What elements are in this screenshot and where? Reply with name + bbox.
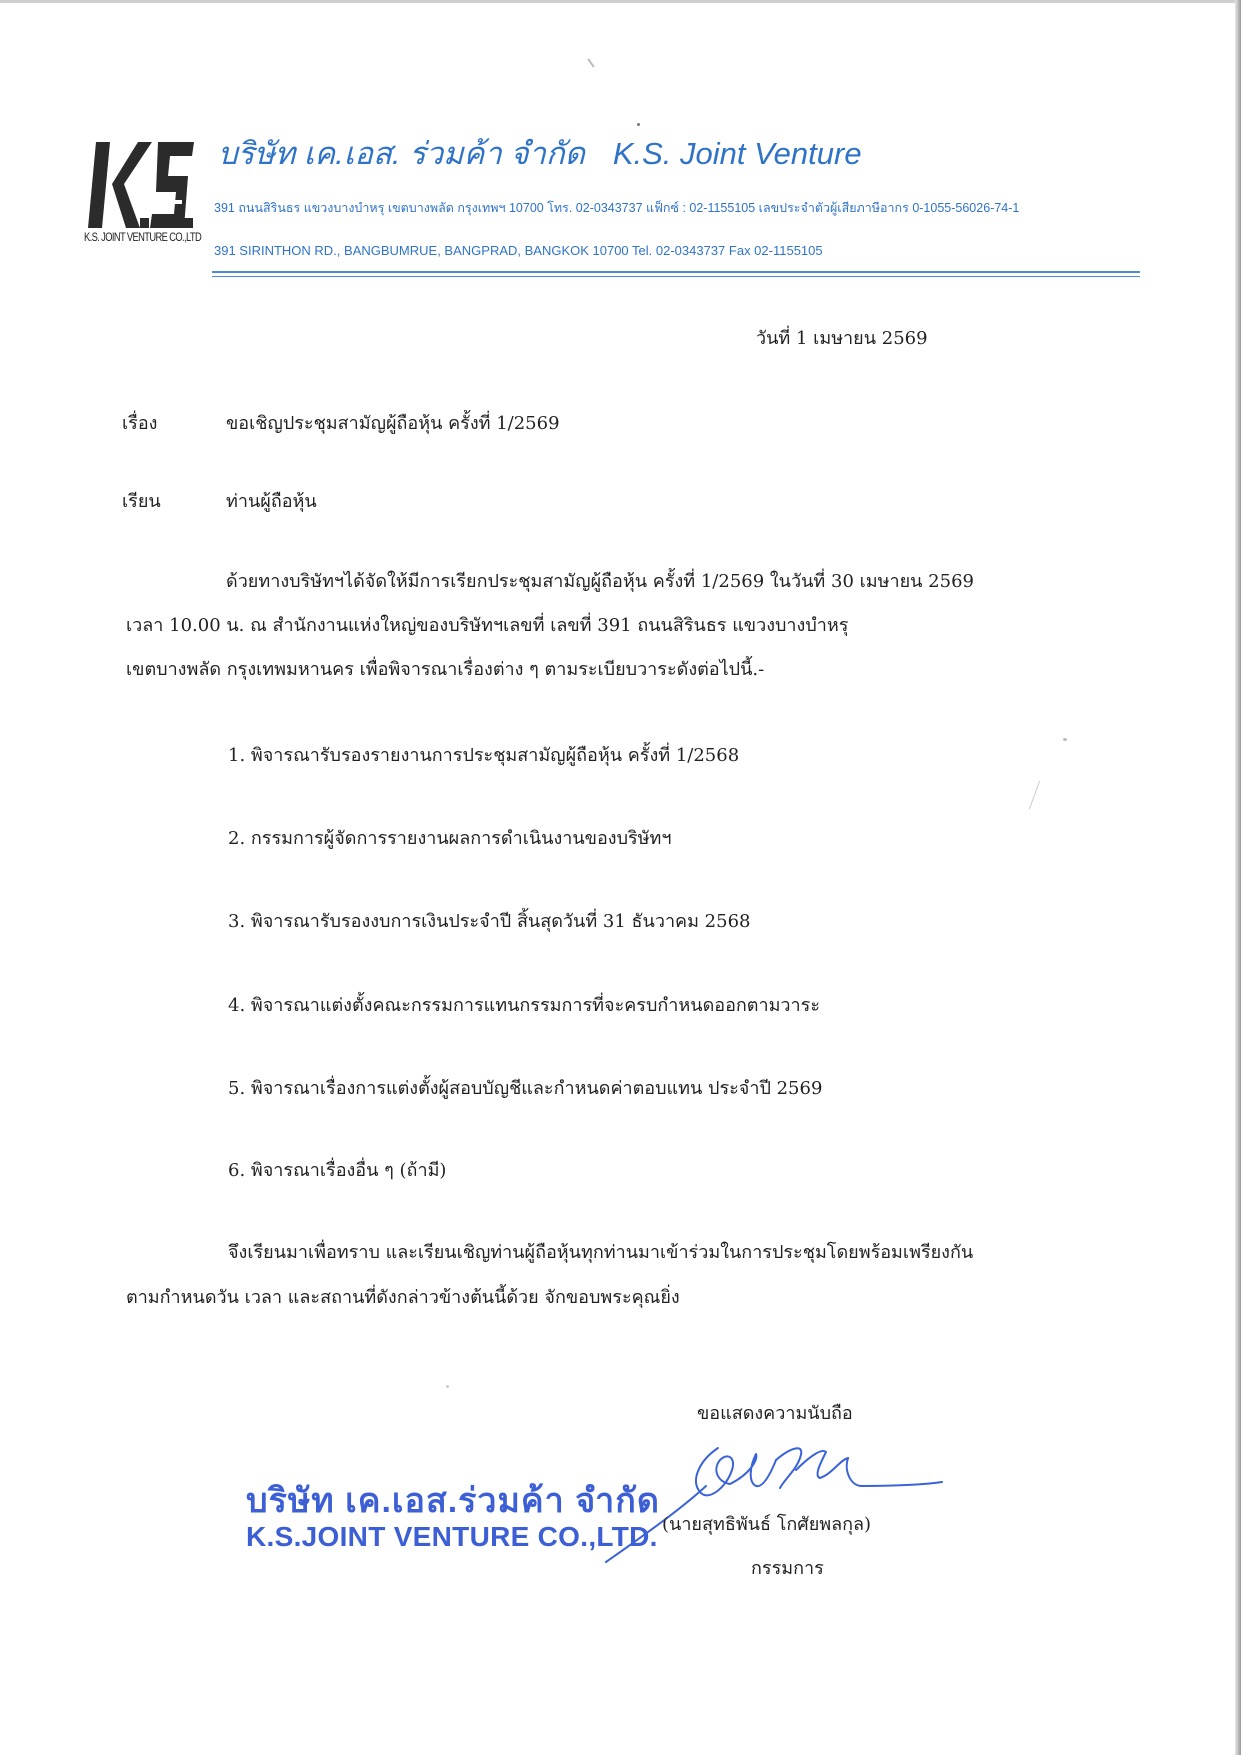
recipient-text: ท่านผู้ถือหุ้น: [226, 491, 317, 512]
agenda-item: 2. กรรมการผู้จัดการรายงานผลการดำเนินงานของบริษัทฯ: [228, 828, 672, 849]
company-stamp: [246, 1482, 660, 1554]
scan-speck: [637, 123, 640, 126]
intro-line: เวลา 10.00 น. ณ สำนักงานแห่งใหญ่ของบริษัทฯเลขที่ เลขที่ 391 ถนนสิรินธร แขวงบางบำหรุ: [126, 615, 849, 636]
company-name-en: K.S. Joint Venture: [612, 136, 862, 171]
signer-name: (นายสุทธิพันธ์ โกศัยพลกุล): [662, 1514, 872, 1535]
address-thai: 391 ถนนสิรินธร แขวงบางบำหรุ เขตบางพลัด กรุงเทพฯ 10700 โทร. 02-0343737 แฟ็กซ์ : 02-1155105 เลขประจำตัวผู้เสียภาษีอากร 0-1055-56026-74-1: [214, 201, 1020, 215]
letterhead-rule-thin: [212, 276, 1140, 277]
company-logo: [84, 138, 202, 258]
company-name: [218, 128, 862, 178]
agenda-item: 1. พิจารณารับรองรายงานการประชุมสามัญผู้ถือหุ้น ครั้งที่ 1/2568: [228, 745, 740, 766]
scan-speck: [1029, 781, 1040, 810]
agenda-item: 3. พิจารณารับรองงบการเงินประจำปี สิ้นสุดวันที่ 31 ธันวาคม 2568: [228, 911, 751, 932]
address-english: 391 SIRINTHON RD., BANGBUMRUE, BANGPRAD, BANGKOK 10700 Tel. 02-0343737 Fax 02-1155105: [214, 243, 823, 258]
company-name-th: บริษัท เค.เอส. ร่วมค้า จำกัด: [218, 136, 585, 171]
agenda-item: 5. พิจารณาเรื่องการแต่งตั้งผู้สอบบัญชีและกำหนดค่าตอบแทน ประจำปี 2569: [228, 1078, 823, 1099]
signer-title: กรรมการ: [751, 1558, 824, 1579]
closing-line: จึงเรียนมาเพื่อทราบ และเรียนเชิญท่านผู้ถือหุ้นทุกท่านมาเข้าร่วมในการประชุมโดยพร้อมเพรียงกัน: [228, 1242, 974, 1263]
agenda-item: 6. พิจารณาเรื่องอื่น ๆ (ถ้ามี): [228, 1160, 447, 1181]
subject-text: ขอเชิญประชุมสามัญผู้ถือหุ้น ครั้งที่ 1/2569: [226, 413, 560, 434]
ks-logo-icon: [88, 138, 194, 232]
intro-line: ด้วยทางบริษัทฯได้จัดให้มีการเรียกประชุมสามัญผู้ถือหุ้น ครั้งที่ 1/2569 ในวันที่ 30 เมษายน 2569: [226, 571, 974, 592]
signature-icon: [600, 1430, 950, 1565]
stamp-line-thai: บริษัท เค.เอส.ร่วมค้า จำกัด: [246, 1482, 660, 1520]
regards-text: ขอแสดงความนับถือ: [697, 1403, 853, 1424]
agenda-item: 4. พิจารณาแต่งตั้งคณะกรรมการแทนกรรมการที่จะครบกำหนดออกตามวาระ: [228, 995, 820, 1016]
scan-speck: [587, 58, 594, 67]
page-edge-top: [0, 0, 1241, 3]
scan-speck: [1063, 738, 1067, 741]
subject-label: เรื่อง: [122, 413, 158, 434]
closing-line: ตามกำหนดวัน เวลา และสถานที่ดังกล่าวข้างต้นนี้ด้วย จักขอบพระคุณยิ่ง: [126, 1287, 680, 1308]
intro-line: เขตบางพลัด กรุงเทพมหานคร เพื่อพิจารณาเรื่องต่าง ๆ ตามระเบียบวาระดังต่อไปนี้.-: [126, 659, 765, 680]
letterhead-rule: [212, 271, 1140, 273]
scan-speck: [446, 1385, 449, 1388]
logo-caption: K.S. JOINT VENTURE CO.,LTD: [84, 230, 202, 244]
recipient-label: เรียน: [122, 491, 161, 512]
letter-date: วันที่ 1 เมษายน 2569: [756, 328, 928, 349]
stamp-line-english: K.S.JOINT VENTURE CO.,LTD.: [246, 1521, 658, 1552]
page-edge-right: [1235, 0, 1241, 1755]
